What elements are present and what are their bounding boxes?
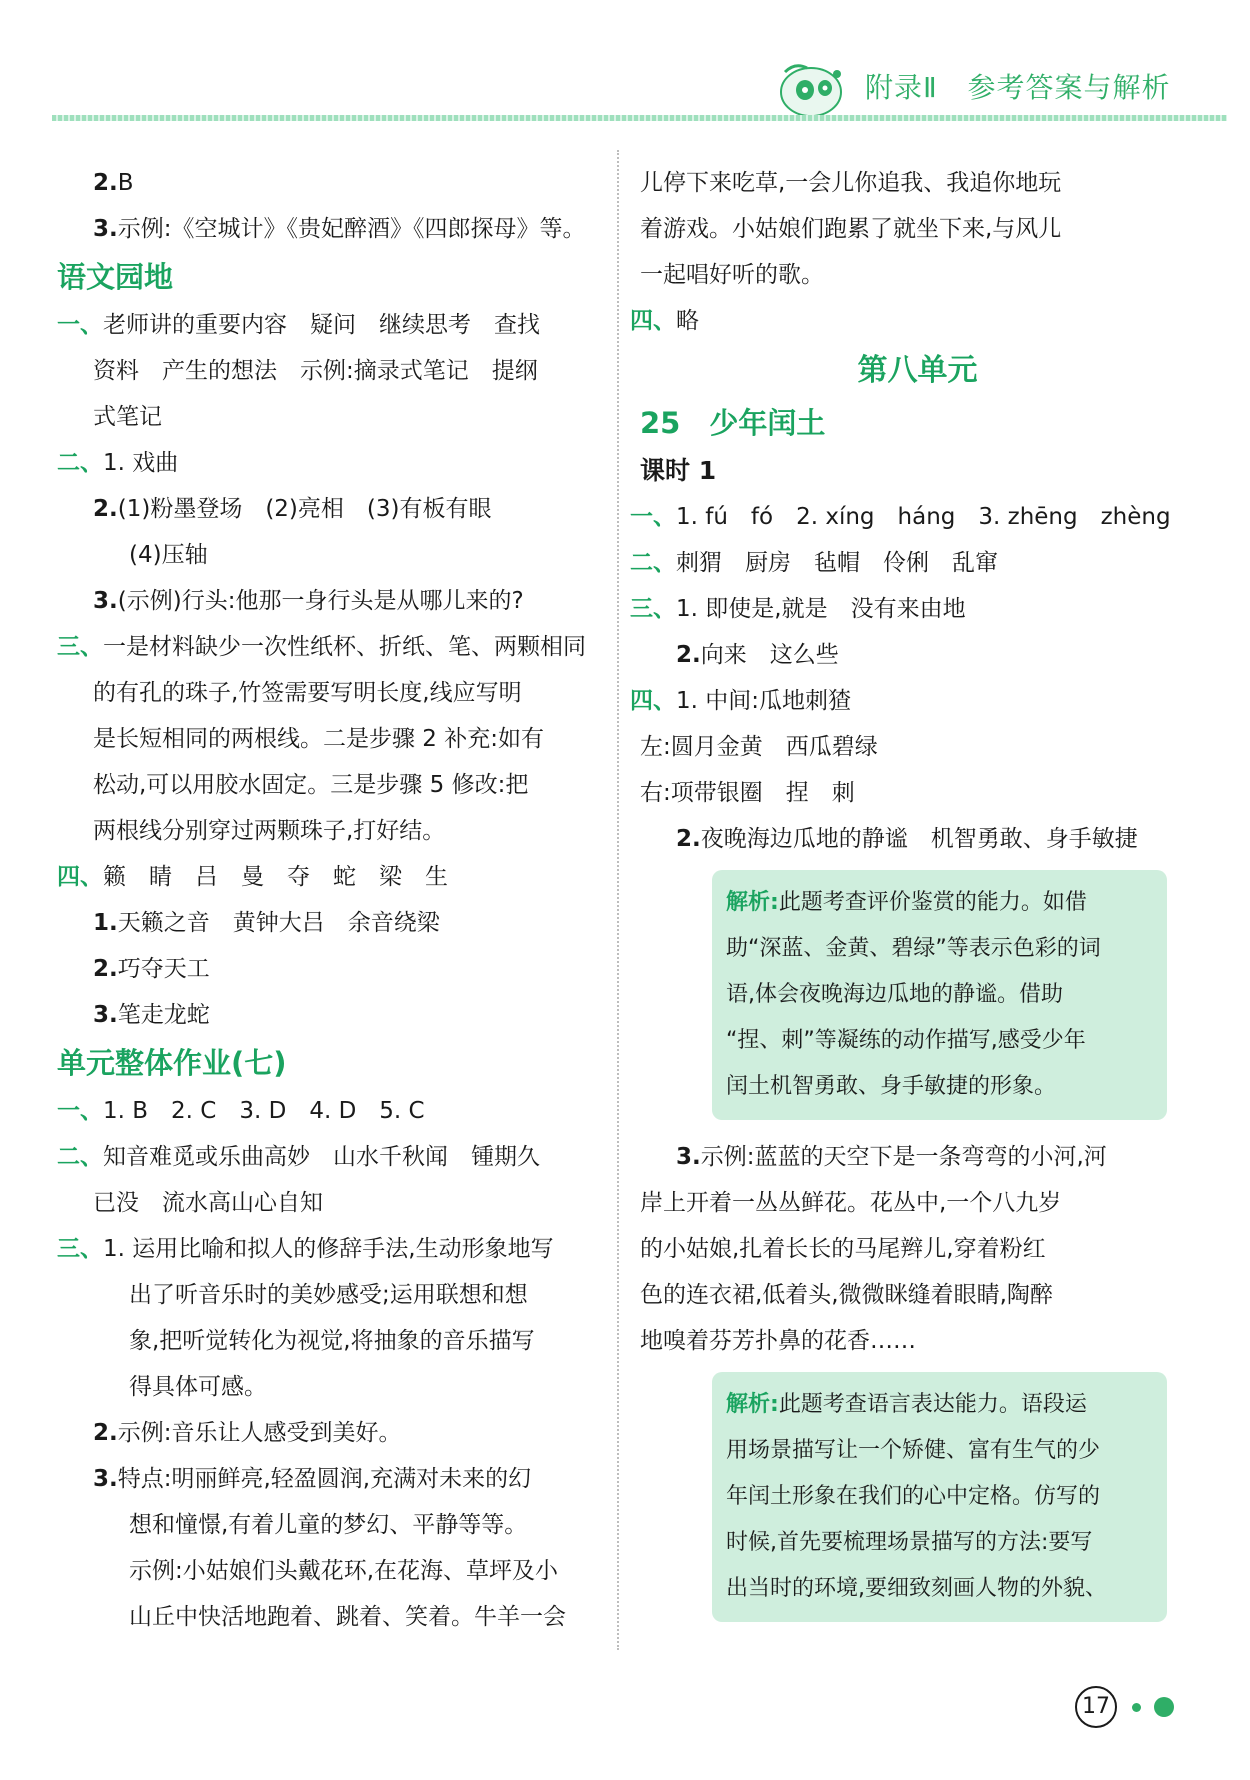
answer-line <box>57 808 597 854</box>
answer-text: 想和憧憬,有着儿童的梦幻、平静等等。 <box>129 1512 528 1538</box>
question-number: 一、 <box>57 1098 103 1124</box>
answer-text: 1. fú fó 2. xíng háng 3. zhēng zhèng <box>676 504 1171 530</box>
analysis-line <box>726 1474 1153 1520</box>
answer-text: 1. 中间:瓜地刺猹 <box>676 688 852 714</box>
answer-line <box>640 1134 1195 1180</box>
analysis-line <box>726 1520 1153 1566</box>
answer-text: 夜晚海边瓜地的静谧 机智勇敢、身手敏捷 <box>700 826 1138 852</box>
question-number: 3. <box>93 216 118 242</box>
answer-line <box>640 206 1195 252</box>
analysis-line <box>726 1018 1153 1064</box>
answer-line <box>57 762 597 808</box>
answer-line <box>57 1456 597 1502</box>
analysis-line <box>726 926 1153 972</box>
analysis-label: 解析: <box>726 1392 779 1417</box>
answer-line <box>57 206 597 252</box>
answer-text: 略 <box>676 308 699 334</box>
answer-line <box>630 678 1195 724</box>
answer-text: 1. 运用比喻和拟人的修辞手法,生动形象地写 <box>103 1236 554 1262</box>
answer-text: 出了听音乐时的美妙感受;运用联想和想 <box>129 1282 528 1308</box>
question-number: 3. <box>93 588 118 614</box>
answer-text: 得具体可感。 <box>129 1374 267 1400</box>
answer-line <box>57 1134 597 1180</box>
answer-text: 1. B 2. C 3. D 4. D 5. C <box>103 1098 425 1124</box>
right-column <box>630 160 1195 1636</box>
answer-line <box>640 770 1195 816</box>
answer-line <box>57 1226 597 1272</box>
answer-text: 特点:明丽鲜亮,轻盈圆润,充满对未来的幻 <box>117 1466 532 1492</box>
page-header <box>0 0 1250 125</box>
answer-line <box>57 1410 597 1456</box>
answer-line <box>640 724 1195 770</box>
answer-text: 1. 即使是,就是 没有来由地 <box>676 596 966 622</box>
question-number: 二、 <box>57 450 103 476</box>
answer-line <box>630 586 1195 632</box>
answer-line <box>57 394 597 440</box>
analysis-text: 此题考查语言表达能力。语段运 <box>778 1392 1087 1417</box>
answer-line <box>57 624 597 670</box>
analysis-box <box>712 1372 1167 1622</box>
answer-text: (示例)行头:他那一身行头是从哪儿来的? <box>117 588 524 614</box>
answer-text: 式笔记 <box>93 404 162 430</box>
analysis-line <box>726 1566 1153 1612</box>
question-number: 二、 <box>630 550 676 576</box>
answer-text: 示例:小姑娘们头戴花环,在花海、草坪及小 <box>129 1558 559 1584</box>
answer-text: 天籁之音 黄钟大吕 余音绕梁 <box>117 910 440 936</box>
question-number: 2. <box>676 642 701 668</box>
analysis-line <box>726 1064 1153 1110</box>
answer-line <box>57 1594 597 1640</box>
answer-line <box>57 1548 597 1594</box>
question-number: 一、 <box>57 312 103 338</box>
answer-text: 象,把听觉转化为视觉,将抽象的音乐描写 <box>129 1328 535 1354</box>
answer-line <box>640 1272 1195 1318</box>
answer-text: 岸上开着一丛丛鲜花。花丛中,一个八九岁 <box>640 1190 1062 1216</box>
answer-text: 两根线分别穿过两颗珠子,打好结。 <box>93 818 446 844</box>
analysis-line <box>726 1382 1153 1428</box>
answer-text: 资料 产生的想法 示例:摘录式笔记 提纲 <box>93 358 538 384</box>
column-divider <box>617 150 619 1650</box>
answer-line <box>57 900 597 946</box>
answer-line <box>57 1318 597 1364</box>
small-dot-icon <box>1132 1703 1141 1712</box>
answer-text: 是长短相同的两根线。二是步骤 2 补充:如有 <box>93 726 545 752</box>
analysis-text: 助“深蓝、金黄、碧绿”等表示色彩的词 <box>726 936 1101 961</box>
answer-line <box>57 992 597 1038</box>
answer-text: (1)粉墨登场 (2)亮相 (3)有板有眼 <box>117 496 492 522</box>
question-number: 四、 <box>630 688 676 714</box>
analysis-text: 闰土机智勇敢、身手敏捷的形象。 <box>726 1074 1057 1099</box>
answer-text: 一起唱好听的歌。 <box>640 262 824 288</box>
answer-line <box>57 670 597 716</box>
answer-text: 笔走龙蛇 <box>117 1002 210 1028</box>
answer-line <box>640 160 1195 206</box>
answer-text: 右:项带银圈 捏 刺 <box>640 780 855 806</box>
answer-text: 1. 戏曲 <box>103 450 179 476</box>
answer-text: 一是材料缺少一次性纸杯、折纸、笔、两颗相同 <box>103 634 586 660</box>
question-number: 2. <box>93 496 118 522</box>
question-number: 四、 <box>57 864 103 890</box>
answer-text: 巧夺天工 <box>117 956 210 982</box>
analysis-text: 语,体会夜晚海边瓜地的静谧。借助 <box>726 982 1063 1007</box>
question-number: 3. <box>93 1466 118 1492</box>
left-column <box>57 160 597 1640</box>
answer-line <box>57 1502 597 1548</box>
answer-text: 示例:音乐让人感受到美好。 <box>117 1420 402 1446</box>
analysis-box <box>712 870 1167 1120</box>
analysis-label: 解析: <box>726 890 779 915</box>
page-footer <box>1075 1686 1174 1728</box>
question-number: 2. <box>93 170 118 196</box>
answer-line <box>640 816 1195 862</box>
answer-text: 示例:蓝蓝的天空下是一条弯弯的小河,河 <box>700 1144 1107 1170</box>
answer-text: 刺猬 厨房 毡帽 伶俐 乱窜 <box>676 550 998 576</box>
section-title: 25 少年闰土 <box>640 406 826 440</box>
question-number: 四、 <box>630 308 676 334</box>
large-dot-icon <box>1154 1697 1174 1717</box>
analysis-line <box>726 880 1153 926</box>
analysis-line <box>726 972 1153 1018</box>
answer-line <box>640 1226 1195 1272</box>
answer-text: 左:圆月金黄 西瓜碧绿 <box>640 734 878 760</box>
answer-text: 色的连衣裙,低着头,微微眯缝着眼睛,陶醉 <box>640 1282 1053 1308</box>
answer-line <box>57 1364 597 1410</box>
analysis-text: 此题考查评价鉴赏的能力。如借 <box>778 890 1087 915</box>
answer-line <box>57 946 597 992</box>
answer-line <box>57 486 597 532</box>
question-number: 2. <box>93 1420 118 1446</box>
section-title: 语文园地 <box>57 260 174 294</box>
answer-line <box>640 1318 1195 1364</box>
answer-text: 的有孔的珠子,竹签需要写明长度,线应写明 <box>93 680 522 706</box>
answer-text: B <box>117 170 134 196</box>
answer-text: 已没 流水高山心自知 <box>93 1190 323 1216</box>
answer-line <box>57 160 597 206</box>
lesson-heading: 课时 1 <box>640 456 717 485</box>
answer-text: 着游戏。小姑娘们跑累了就坐下来,与风儿 <box>640 216 1062 242</box>
answer-text: 老师讲的重要内容 疑问 继续思考 查找 <box>103 312 540 338</box>
answer-line <box>57 302 597 348</box>
answer-line <box>630 298 1195 344</box>
answer-line <box>57 1180 597 1226</box>
answer-line <box>57 1272 597 1318</box>
question-number: 3. <box>93 1002 118 1028</box>
question-number: 三、 <box>57 634 103 660</box>
page-number: 17 <box>1075 1686 1117 1728</box>
answer-text: 示例:《空城计》《贵妃醉酒》《四郎探母》等。 <box>117 216 586 242</box>
analysis-text: 时候,首先要梳理场景描写的方法:要写 <box>726 1530 1093 1555</box>
question-number: 1. <box>93 910 118 936</box>
answer-text: 的小姑娘,扎着长长的马尾辫儿,穿着粉红 <box>640 1236 1046 1262</box>
analysis-line <box>726 1428 1153 1474</box>
question-number: 二、 <box>57 1144 103 1170</box>
answer-line <box>57 348 597 394</box>
answer-line <box>57 440 597 486</box>
answer-line <box>57 578 597 624</box>
answer-text: 松动,可以用胶水固定。三是步骤 5 修改:把 <box>93 772 529 798</box>
answer-text: 籁 睛 吕 曼 夺 蛇 梁 生 <box>103 864 448 890</box>
analysis-text: 用场景描写让一个矫健、富有生气的少 <box>726 1438 1101 1463</box>
answer-line <box>640 252 1195 298</box>
answer-line <box>57 854 597 900</box>
answer-line <box>57 716 597 762</box>
header-title: 附录Ⅱ 参考答案与解析 <box>865 71 1171 104</box>
section-title: 单元整体作业(七) <box>57 1046 287 1080</box>
answer-text: 地嗅着芬芳扑鼻的花香…… <box>640 1328 916 1354</box>
answer-line <box>57 532 597 578</box>
answer-text: 向来 这么些 <box>700 642 839 668</box>
answer-line <box>640 1180 1195 1226</box>
section-title: 第八单元 <box>857 353 978 388</box>
analysis-text: 年闰土形象在我们的心中定格。仿写的 <box>726 1484 1101 1509</box>
question-number: 2. <box>676 826 701 852</box>
answer-text: 知音难觅或乐曲高妙 山水千秋闻 锺期久 <box>103 1144 540 1170</box>
answer-line <box>57 1088 597 1134</box>
analysis-text: 出当时的环境,要细致刻画人物的外貌、 <box>726 1576 1107 1601</box>
question-number: 2. <box>93 956 118 982</box>
answer-text: (4)压轴 <box>129 542 208 568</box>
question-number: 一、 <box>630 504 676 530</box>
header-rule <box>52 115 1227 121</box>
question-number: 三、 <box>630 596 676 622</box>
analysis-text: “捏、刺”等凝练的动作描写,感受少年 <box>726 1028 1086 1053</box>
question-number: 三、 <box>57 1236 103 1262</box>
answer-line <box>640 632 1195 678</box>
answer-text: 儿停下来吃草,一会儿你追我、我追你地玩 <box>640 170 1062 196</box>
answer-line <box>630 494 1195 540</box>
mascot-logo-icon <box>775 60 845 118</box>
question-number: 3. <box>676 1144 701 1170</box>
answer-text: 山丘中快活地跑着、跳着、笑着。牛羊一会 <box>129 1604 566 1630</box>
answer-line <box>630 540 1195 586</box>
